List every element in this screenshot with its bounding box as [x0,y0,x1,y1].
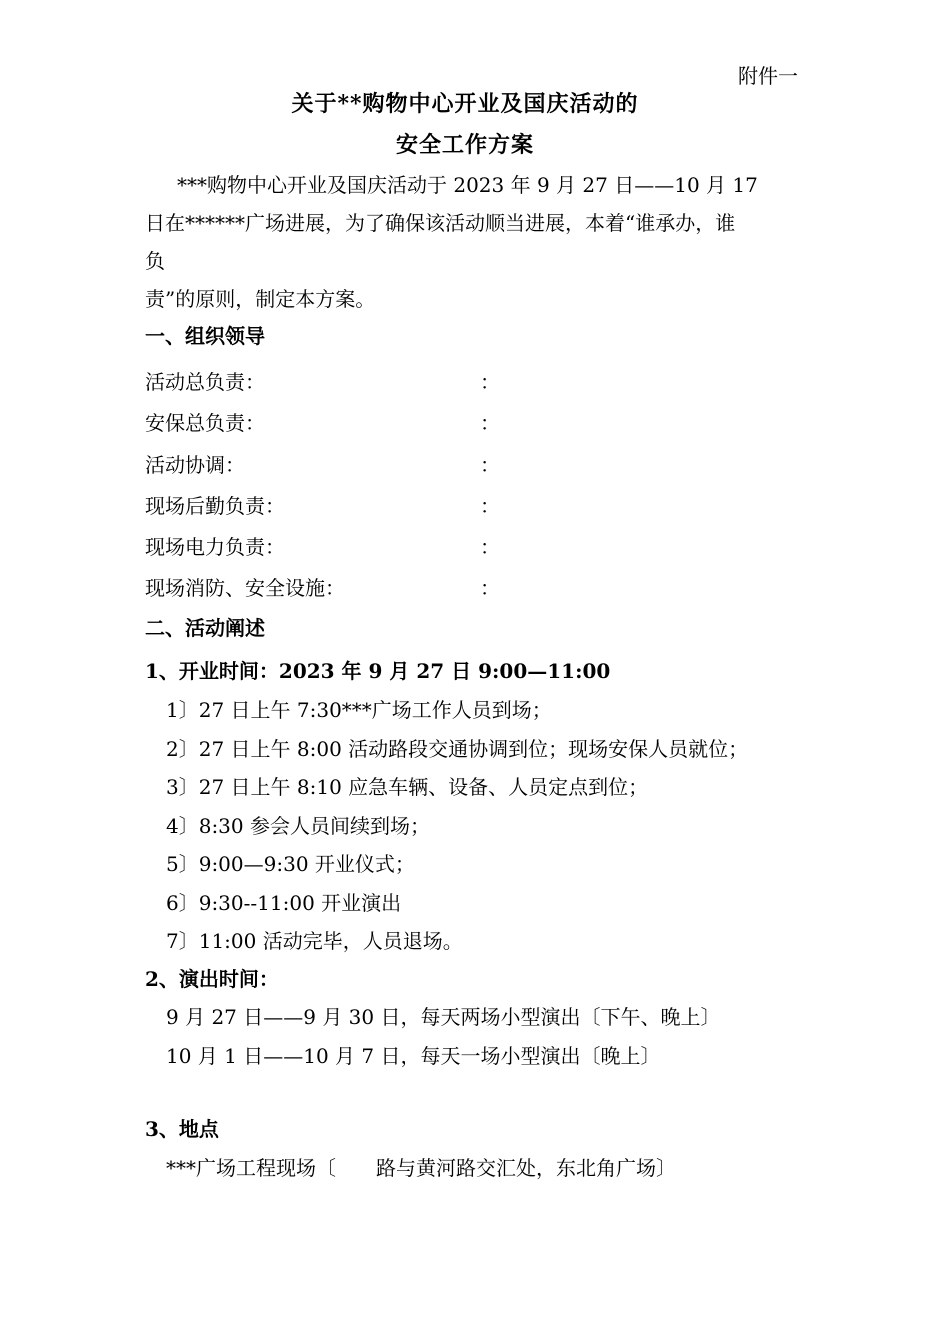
schedule-item: 2〕27 日上午 8:00 活动路段交通协调到位；现场安保人员就位； [166,737,749,761]
intro-line-3: 负 [145,249,165,273]
role-colon: ： [480,535,500,559]
role-label: 现场电力负责： [145,535,285,559]
location-item: ***广场工程现场〔 路与黄河路交汇处，东北角广场〕 [166,1156,676,1180]
intro-line-2: 日在******广场进展，为了确保该活动顺当进展，本着“谁承办，谁 [145,211,736,235]
intro-line-4: 责”的原则，制定本方案。 [145,287,376,311]
role-label: 活动总负责： [145,370,265,394]
intro-paragraph [145,166,825,318]
performance-item: 9 月 27 日——9 月 30 日，每天两场小型演出〔下午、晚上〕 [166,1005,721,1029]
intro-line-1: ***购物中心开业及国庆活动于 2023 年 9 月 27 日——10 月 17 [177,173,758,197]
role-colon: ： [480,494,500,518]
attachment-label: 附件一 [738,64,798,88]
role-label: 活动协调： [145,453,245,477]
role-colon: ： [480,370,500,394]
schedule-item: 5〕9:00—9:30 开业仪式； [166,852,415,876]
section-heading-organization: 一、组织领导 [145,324,265,348]
schedule-item: 7〕11:00 活动完毕，人员退场。 [166,929,463,953]
role-colon: ： [480,411,500,435]
role-colon: ： [480,453,500,477]
schedule-item: 6〕9:30--11:00 开业演出 [166,891,402,915]
subheading-performance-time: 2、演出时间： [145,967,279,991]
title-line-1: 关于**购物中心开业及国庆活动的 [291,91,639,117]
schedule-item: 3〕27 日上午 8:10 应急车辆、设备、人员定点到位； [166,775,649,799]
schedule-item: 4〕8:30 参会人员间续到场； [166,814,430,838]
subheading-location: 3、地点 [145,1117,219,1141]
role-label: 现场消防、安全设施： [145,576,345,600]
role-label: 安保总负责： [145,411,265,435]
subheading-opening-time: 1、开业时间：2023 年 9 月 27 日 9:00—11:00 [145,659,611,683]
role-colon: ： [480,576,500,600]
title-line-2: 安全工作方案 [395,132,534,158]
role-label: 现场后勤负责： [145,494,285,518]
schedule-item: 1〕27 日上午 7:30***广场工作人员到场； [166,698,552,722]
section-heading-activity: 二、活动阐述 [145,616,265,640]
performance-item: 10 月 1 日——10 月 7 日，每天一场小型演出〔晚上〕 [166,1044,661,1068]
